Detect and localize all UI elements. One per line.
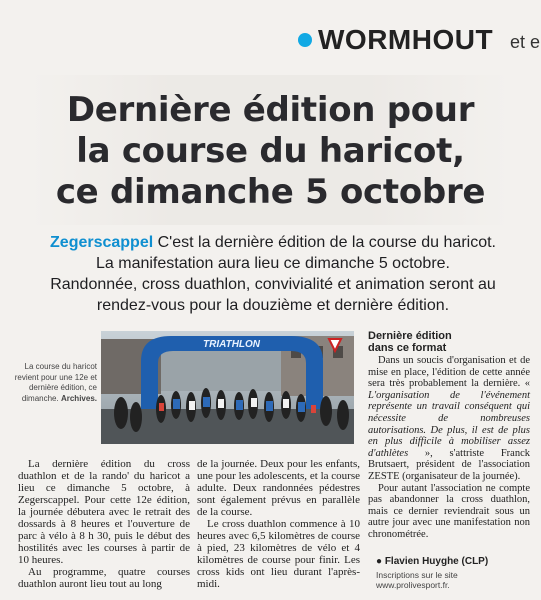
photo-caption: [12, 362, 97, 404]
race-photo: [101, 331, 354, 444]
photo-credit: Archives.: [60, 393, 97, 403]
sidebar-text: », s'attriste Franck Brutsaert, président de l'association ZESTE (organisateur de la journée).: [368, 447, 530, 482]
chapo-line: rendez-vous pour la douzième et dernière édition.: [96, 297, 450, 314]
section-name: WORMHOUT: [318, 24, 494, 55]
sidebar-body: [368, 355, 530, 541]
body-column-2: [197, 458, 360, 590]
headline-line: la course du haricot,: [76, 131, 465, 171]
chapo-line: La manifestation aura lieu ce dimanche 5 octobre.: [96, 255, 450, 272]
sidebar-title: [368, 330, 452, 354]
chapo: [38, 232, 508, 316]
section-dot-icon: [298, 33, 312, 47]
sidebar-text: Dans un soucis d'organisation et de mise en place, l'édition de cette année sera très probablement la dernière. «: [368, 355, 530, 390]
body-column-1: [18, 458, 190, 590]
footnote: [376, 570, 458, 590]
body-paragraph: La dernière édition du cross duathlon et de la rando' du haricot a lieu ce dimanche 5 octobre, à Zegerscappel. Pour cette 12e édition, la journée débutera avec le retrait des dossards à 8 heures et l'ouverture de parc à vélo à 8 h 30, puis le début des hostilités avec les courses à partir de 10 heures.: [18, 458, 190, 566]
byline: [376, 556, 488, 567]
sidebar-quote: L'organisation de l'événement représente un travail conséquent qui nécessite de nombreuses autorisations. De plus, il est de plus en plus difficile à mobiliser assez d'athlètes: [368, 389, 530, 459]
headline-line: ce dimanche 5 octobre: [55, 172, 486, 212]
body-paragraph: Au programme, quatre courses duathlon auront lieu tout au long: [18, 566, 190, 590]
arch-banner-text: TRIATHLON: [203, 339, 261, 350]
body-paragraph: de la journée. Deux pour les enfants, une pour les adolescents, et la course adulte. Deux randonnées pédestres sont également prévus en parallèle de la course.: [197, 458, 360, 518]
bullet-icon: ●: [376, 556, 383, 567]
sidebar-paragraph: [368, 355, 530, 483]
author: Flavien Huyghe (CLP): [384, 556, 489, 567]
footnote-line: Inscriptions sur le site: [376, 570, 458, 580]
chapo-line: C'est la dernière édition de la course du haricot.: [157, 234, 496, 251]
photo-caption-text: La course du haricot revient pour une 12e et dernière édition, ce dimanche.: [14, 362, 97, 403]
sidebar-title-line: Dernière édition: [368, 330, 452, 342]
website-link[interactable]: www.prolivesport.fr.: [376, 580, 450, 590]
section-suffix: et e: [510, 32, 541, 52]
headline: [0, 90, 541, 213]
headline-line: Dernière édition pour: [66, 90, 475, 130]
chapo-line: Randonnée, cross duathlon, convivialité et animation seront au: [50, 276, 496, 293]
sidebar-paragraph: Pour autant l'association ne compte pas abandonner la cross duathlon, mais ce dernier reviendrait sous un autre jour avec une manifestation non chronométrée.: [368, 482, 530, 540]
sidebar-title-line: dans ce format: [368, 342, 447, 354]
chapo-place: Zegerscappel: [50, 234, 154, 251]
body-paragraph: Le cross duathlon commence à 10 heures avec 6,5 kilomètres de course à pied, 23 kilomètres de vélo et 4 kilomètres de course pour finir. Les cross kids ont lieu durant l'après-midi.: [197, 518, 360, 590]
section-header: [298, 24, 541, 64]
